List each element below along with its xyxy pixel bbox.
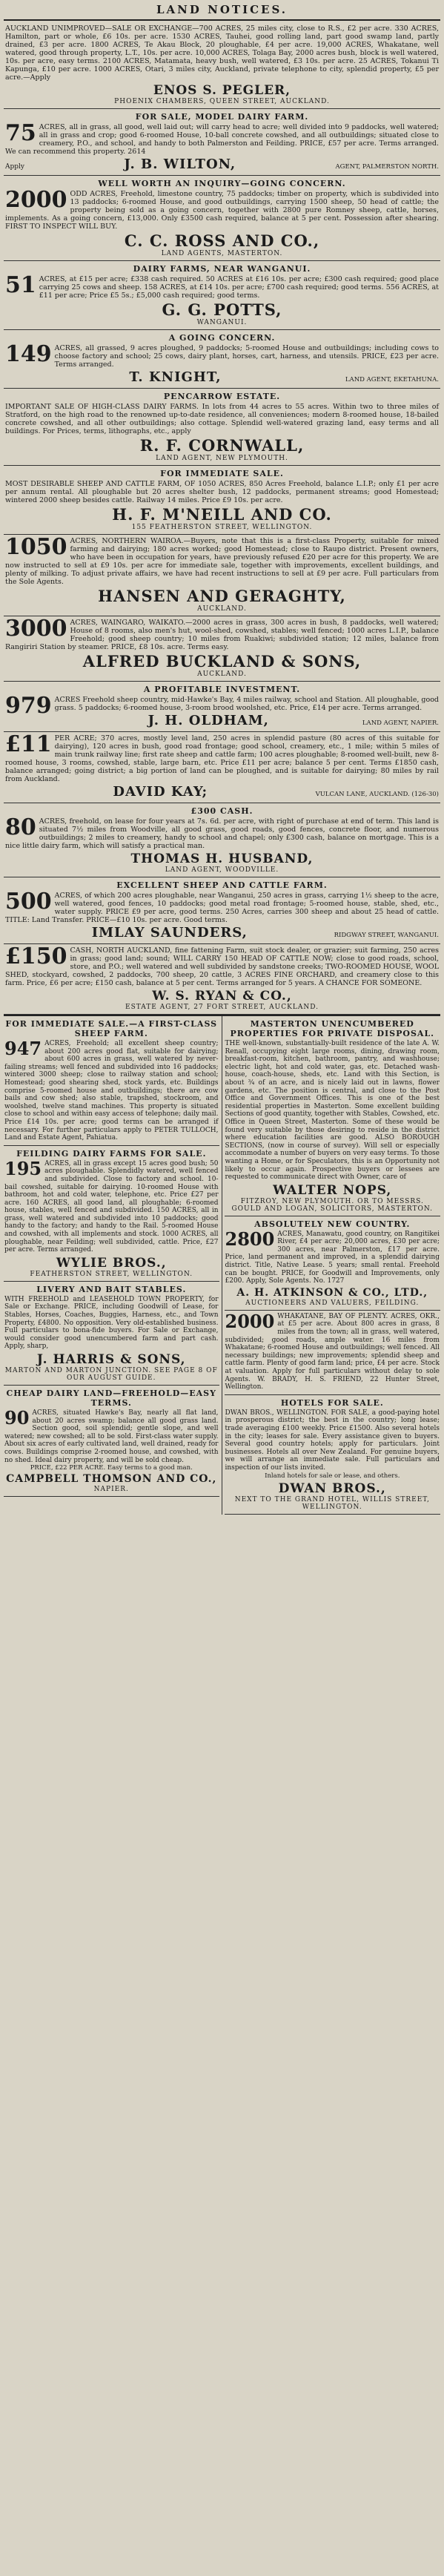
advert-body [4, 1296, 219, 1351]
advert-body [5, 946, 439, 987]
advert-text: ACRES, of which 200 acres ploughable, near Wanganui, 250 acres in grass, carrying 1½ sheep to the acre, well watered, good fences, 10 paddocks; good metal road frontage; 5-roomed house, stable, shed, etc., water supply. PRICE £9 per acre, good terms. 250 Acres, carries 300 sheep and about 25 head of cattle. TITLE: Land Transfer. PRICE—£10 10s. per acre. Good terms. [5, 892, 439, 924]
firm-name: J. HARRIS & SONS, [36, 1352, 186, 1367]
advert-text: ACRES, Freehold; all excellent sheep country; about 200 acres good flat, suitable for dairying; about 600 acres in grass, well watered by never-failing streams; well fenced and subdivided into 16 paddocks; wintered 3000 sheep; close to railway station and school; Homestead; good shearing shed, stock yards, etc. Buildings comprise 5-roomed house and outbuildings; there are cow bails and cow shed; also stable, trapshed, stockroom, and woolshed, twelve stand machines. This property is situated close to school and within easy access of telephone; daily mail. Price £14 10s. per acre; good terms can be arranged if necessary. For further particulars apply to PETER TULLOCH, Land and Estate Agent, Pahiatua. [4, 1040, 219, 1142]
firm-name: A. H. ATKINSON & CO., LTD., [236, 1286, 428, 1299]
firm-name: ALFRED BUCKLAND & SONS, [82, 652, 362, 671]
advert-text: ACRES, all in grass, all good, well laid out; will carry head to acre; well divided into 9 paddocks, well watered; all in grass and crop; good 6-roomed House, 10-ball concrete cowshed, and all outbuildings; situated close to creamery, P.O., and school, and handy to both Palmerston and Feilding. PRICE, £57 per acre. Terms arranged. We can recommend this property. 2614 [5, 123, 439, 156]
advert-body [5, 616, 439, 651]
agent-address: LAND AGENT, NAPIER. [362, 719, 439, 727]
lead-figure: 2000 [225, 1310, 275, 1332]
advert-text: PER ACRE; 370 acres, mostly level land, 250 acres in splendid pasture (80 acres of this suitable for dairying), 120 acres in bush, good road frontage; good school, creamery, etc., 1 mile; within 5 miles of main trunk railway line; first rate sheep and cattle farm; 100 acres ploughable; 8-roomed well-built, new 8-roomed house, 3 rooms, cowshed, stable, large barn, etc. Price £11 per acre; balance 5 per cent. Terms £1850 cash, balance arranged; going district; a big portion of land can be ploughed, and is suitable for dairying; 80 miles by rail from Auckland. [5, 734, 439, 783]
advert-heading: HOTELS FOR SALE. [280, 1397, 384, 1408]
advert-wylie [4, 1146, 219, 1282]
firm-address: FEATHERSTON STREET, WELLINGTON. [30, 1270, 193, 1278]
advert-mneill [4, 466, 440, 535]
advert-heading: DAIRY FARMS, NEAR WANGANUI. [133, 264, 311, 274]
agent-name: IMLAY SAUNDERS, [91, 925, 248, 941]
right-column [222, 1016, 441, 1515]
agent-row [5, 784, 439, 800]
left-column [4, 1016, 222, 1515]
firm-address: MARTON AND MARTON JUNCTION. SEE PAGE 8 OF OUR AUGUST GUIDE. [4, 1367, 218, 1382]
advert-heading: WELL WORTH AN INQUIRY—GOING CONCERN. [98, 179, 346, 188]
firm-name: W. S. RYAN & CO., [152, 989, 292, 1004]
advert-body [5, 693, 439, 719]
advert-text: WITH FREEHOLD and LEASEHOLD TOWN PROPERTY, for Sale or Exchange. PRICE, including Goodwill of Lease, for Stables, Horses, Coaches, Buggies, Harness, etc., and Town Property, £4800. No opposition. Very old-established business. Full particulars to bona-fide buyers. For Sale or Exchange, would consider good unencumbered farm and part cash. Apply, sharp, [4, 1295, 219, 1351]
advert-text: THE well-known, substantially-built residence of the late A. W. Renall, occupying eight large rooms, dining, drawing room, breakfast-room, kitchen, bathroom, pantry, and washhouse; electric light, hot and cold water, gas, etc. Detached wash-house, coach-house, sheds, etc. Land with this Section, is about ¾ of an acre, and is nicely laid out in lawns, flower gardens, etc. The position is central, and close to the Post Office and Government Offices. This is one of the best residential properties in Masterton. Some excellent building Sections of good quantity, together with Stables, Cowshed, etc. Office in Queen Street, Masterton. Some of these would be found very suitable by those desiring to reside in the district where education facilities are good. ALSO BOROUGH SECTIONS, (now in course of survey). Will sell or especially accommodate a number of buyers on very easy terms. To those wanting a Home, or for Speculators, this is an Opportunity not likely to occur again. Prospective buyers or lessees are requested to communicate direct with Owner, care of [225, 1040, 440, 1182]
firm-address: AUCKLAND. [197, 671, 247, 678]
advert-tullock [4, 1016, 219, 1146]
advert-potts [4, 261, 440, 330]
lead-figure: 149 [5, 341, 52, 367]
advert-body [4, 1409, 219, 1464]
lead-figure: 500 [5, 889, 52, 915]
advert-heading: FOR IMMEDIATE SALE. [160, 469, 284, 478]
advert-body [225, 1040, 440, 1182]
advert-body [5, 341, 439, 369]
lead-figure: 2800 [225, 1228, 275, 1250]
agent-address: LAND AGENT, EKETAHUNA. [345, 376, 439, 383]
firm-name: R. F. CORNWALL, [139, 436, 305, 455]
firm-name: G. G. POTTS, [162, 300, 282, 319]
firm-address: FITZROY, NEW PLYMOUTH. OR TO MESSRS. GOULD AND LOGAN, SOLICITORS, MASTERTON. [231, 1197, 434, 1213]
lead-figure: 51 [5, 272, 36, 298]
firm-name: WYLIE BROS., [56, 1255, 167, 1271]
advert-text: ACRES, NORTHERN WAIROA.—Buyers, note that this is a first-class Property, suitable for mixed farming and dairying; 180 acres worked; good Homestead; close to Raupo district. Present owners, who have been in occupation for years, have previously refused £20 per acre for this property. We are now instructed to sell at £9 10s. per acre for immediate sale, together with improvements, excellent buildings, and plenty of milking. To adjust private affairs, we have had recent instructions to sell at £9 per acre. Full particulars from the Sole Agents. [5, 537, 439, 586]
advert-kay [4, 732, 440, 803]
advert-ross [4, 176, 440, 261]
firm-name: C. C. ROSS AND CO., [124, 231, 320, 250]
advert-body [4, 1157, 219, 1254]
advert-body [225, 1409, 440, 1472]
advert-text: ACRES Freehold sheep country, mid-Hawke's Bay, 4 miles railway, school and Station. All ploughable, good grass. 5 paddocks; 6-roomed house, 3-room brood woolshed, etc. Price, £14 per acre. Terms arranged. [54, 696, 439, 712]
advert-knight [4, 330, 440, 389]
agent-address: VULCAN LANE, AUCKLAND. (126-30) [315, 791, 439, 798]
lead-figure: 80 [5, 814, 36, 840]
agent-row [5, 369, 439, 385]
advert-heading: PENCARROW ESTATE. [163, 392, 281, 401]
advert-heading: £300 CASH. [190, 806, 254, 816]
firm-name: CAMPBELL THOMSON AND CO., [6, 1473, 217, 1486]
advert-thomson [4, 1386, 219, 1497]
advert-text: ACRES, all grassed, 9 acres ploughed, 9 paddocks; 5-roomed House and outbuildings; including cows to choose factory and school; 25 cows, dairy plant, horses, cart, harness, and utensils. PRICE, £23 per acre. Terms arranged. [54, 344, 439, 369]
advert-text: ACRES, freehold, on lease for four years at 7s. 6d. per acre, with right of purchase at end of term. This land is situated 7½ miles from Woodville, all good grass, good roads, good fences, concrete floor, and numerous outbuildings; 2 miles to creamery, handy to school and chapel; only £300 cash, balance on mortgage. This is a nice little dairy farm, which will satisfy a practical man. [5, 817, 439, 850]
advert-heading: MASTERTON UNENCUMBERED PROPERTIES FOR PRIVATE DISPOSAL. [230, 1019, 435, 1038]
advert-text: ACRES, situated Hawke's Bay, nearly all flat land, about 20 acres swamp; balance all good grass land. Section good, soil splendid; gentle slope, and well watered; new cowshed; all to be sold. First-class water supply. About six acres of early cultivated land, well drained, ready for cows. Buildings comprise 2-roomed house, and cowshed, with no shed. Ideal dairy property, and will be sold cheap. [4, 1409, 219, 1464]
lead-figure: 1050 [5, 535, 67, 560]
firm-name: HANSEN AND GERAGHTY, [98, 587, 346, 605]
advert-hansen [4, 535, 440, 616]
firm-address: AUCTIONEERS AND VALUERS, FEILDING. [245, 1299, 420, 1307]
advert-body [5, 272, 439, 300]
advert-dwan [225, 1395, 441, 1515]
advert-heading: FOR SALE, MODEL DAIRY FARM. [135, 112, 309, 122]
lead-figure: 75 [5, 120, 36, 146]
advert-harris [4, 1282, 219, 1386]
agent-row [5, 157, 439, 172]
lead-figure: 90 [4, 1407, 30, 1429]
advert-heading: LIVERY AND BAIT STABLES. [36, 1284, 187, 1294]
lead-figure: £150 [5, 944, 67, 969]
advert-text: CASH, NORTH AUCKLAND, fine fattening Farm, suit stock dealer, or grazier; suit farming, 250 acres in grass; good land; sound; WILL CARRY 150 HEAD OF CATTLE NOW; close to good roads, school, store, and P.O.; well watered and well subdivided by sandstone creeks; TWO-ROOMED HOUSE, WOOL SHED, stockyard, cowshed, 2 paddocks, 700 sheep, 20 cattle, 3 ACRES FINE ORCHARD, and creamery close to this farm. Price, £6 per acre; £150 cash, balance at 5 per cent. Terms arranged for 5 years. A CHANCE FOR SOMEONE. [5, 946, 439, 987]
firm-address: PHOENIX CHAMBERS, QUEEN STREET, AUCKLAND. [114, 98, 330, 105]
firm-address: WANGANUI. [196, 319, 248, 326]
firm-name: THOMAS H. HUSBAND, [130, 851, 314, 866]
advert-body [5, 24, 439, 82]
firm-address: NEXT TO THE GRAND HOTEL, WILLIS STREET, WELLINGTON. [234, 1495, 430, 1511]
advert-body [5, 889, 439, 924]
advert-body [5, 814, 439, 850]
advert-body [5, 187, 439, 231]
firm-name: DWAN BROS., [278, 1480, 386, 1496]
advert-buckland [4, 616, 440, 682]
advert-heading: A PROFITABLE INVESTMENT. [143, 685, 301, 694]
advert-heading: A GOING CONCERN. [168, 333, 276, 343]
lead-figure: 195 [4, 1157, 42, 1179]
advert-body [5, 480, 439, 504]
lead-figure: 947 [4, 1038, 42, 1059]
firm-address: 155 FEATHERSTON STREET, WELLINGTON. [131, 524, 313, 531]
agent-row [5, 925, 439, 941]
advert-pegler [4, 22, 440, 109]
advert-text: ACRES, at £15 per acre; £338 cash required. 50 ACRES at £16 10s. per acre; £300 cash required; good place carrying 25 cows and sheep. 158 ACRES, at £14 10s. per acre; £700 cash required; good terms. 556 ACRES, at £11 per acre; Price £5 5s.; £5,000 cash required; good terms. [39, 275, 439, 300]
agent-row [55, 713, 439, 728]
agent-address: AGENT, PALMERSTON NORTH. [335, 163, 439, 171]
advert-heading: FEILDING DAIRY FARMS FOR SALE. [16, 1148, 207, 1159]
advert-body [5, 734, 439, 783]
advert-plenty [225, 1311, 441, 1395]
advert-text: DWAN BROS., WELLINGTON. FOR SALE, a good-paying hotel in prosperous district; the best in the country; long lease; trade averaging £100 weekly. Price £1500. Also several hotels in the city; leases for sale. Every assistance given to buyers. Several good country hotels; apply for particulars. Joint businesses. Hotels all over New Zealand. For genuine buyers, we will arrange an immediate sale. Full particulars and inspection of our lists invited. [225, 1409, 440, 1472]
agent-name: T. KNIGHT, [129, 369, 222, 385]
agent-address: RIDGWAY STREET, WANGANUI. [334, 932, 439, 939]
advert-terms: PRICE, £22 PER ACRE. Easy terms to a good man. [30, 1464, 193, 1472]
firm-name: H. F. M'NEILL AND CO. [112, 505, 332, 524]
advert-text: ODD ACRES, Freehold, limestone country, 75 paddocks; timber on property, which is subdivided into 13 paddocks; 6-roomed House, and good outbuildings, carrying 1500 sheep, 50 head of cattle; the property being sold as a going concern, together with 2800 pure Romney sheep, cattle, horses, implements. As a going concern, £13,000. Only £3500 cash required, balance at 5 per cent. Possession after shearing. FIRST TO INSPECT WILL BUY. [5, 190, 439, 231]
advert-husband [4, 803, 440, 877]
agent-name: J. H. OLDHAM, [148, 713, 269, 728]
firm-name: WALTER NOPS, [273, 1182, 392, 1198]
section-masthead: LAND NOTICES. [4, 1, 440, 21]
advert-text: ACRES, WAINGARO, WAIKATO.—2000 acres in grass, 300 acres in bush, 8 paddocks, well watered; House of 8 rooms, also men's hut, wool-shed, cowshed, stables; well fenced; 1000 acres L.I.P., balance Freehold; good sheep country; 10 miles from Ruakiwi; subdivided station; 12 miles, balance from Rangiriri Station by steamer. PRICE, £8 10s. acre. Terms easy. [5, 619, 439, 651]
lead-figure: 979 [5, 693, 52, 719]
advert-saunders [4, 877, 440, 944]
firm-name: ENOS S. PEGLER, [153, 83, 291, 98]
advert-heading: EXCELLENT SHEEP AND CATTLE FARM. [116, 880, 328, 890]
advert-text: WHAKATANE, BAY OF PLENTY. ACRES, OKR., at £5 per acre. About 800 acres in grass, 8 miles from the town; all in grass, well watered, subdivided; good roads, ample water. 16 miles from Whakatane; 6-roomed House and outbuildings; well fenced. All necessary buildings; new improvements; splendid sheep and cattle farm. Plenty of good farm land; price, £4 per acre. Stock at valuation. Apply for full particulars without delay to sole Agents. W. BRADY, H. S. FRIEND, 22 Hunter Street, Wellington. [225, 1312, 440, 1391]
advert-body [225, 1228, 440, 1285]
advert-body [4, 1040, 219, 1142]
advert-cornwall [4, 389, 440, 466]
advert-heading: ABSOLUTELY NEW COUNTRY. [254, 1219, 411, 1229]
lead-figure: £11 [5, 732, 52, 757]
agent-name: J. B. WILTON, [124, 157, 236, 172]
firm-address: NAPIER. [93, 1486, 129, 1494]
advert-heading: CHEAP DAIRY LAND—FREEHOLD—EASY TERMS. [6, 1389, 216, 1408]
advert-body [5, 120, 439, 156]
advert-nops [225, 1016, 441, 1216]
firm-address: LAND AGENT, WOODVILLE. [165, 866, 279, 874]
lower-columns [4, 1015, 440, 1515]
agent-name: DAVID KAY; [113, 784, 208, 800]
firm-address: AUCKLAND. [197, 605, 247, 613]
advert-text: AUCKLAND UNIMPROVED—SALE OR EXCHANGE—700 ACRES, 25 miles city, close to R.S., £2 per acre. 330 ACRES, Hamilton, part or whole, £6 10s. per acre. 1530 ACRES, Tauhei, good rolling land, part good swamp land, partly drained, £3 per acre. 1800 ACRES, Te Akau Block, 20 ploughable, £4 per acre. 19,000 ACRES, Whakatane, well watered, good through property, L.T., 10s. per acre. 10,000 ACRES, Tolaga Bay, 2000 acres bush, block is well watered, 10s. per acre, easy terms. 2100 ACRES, Matamata, heavy bush, well watered, £3 10s. per acre. 25 ACRES, Tokanui Ti Kapunga, £10 per acre. 1000 ACRES, Otari, 3 miles city, Auckland, private telephone to city, splendid property, £5 per acre.—Apply [5, 24, 439, 82]
lead-figure: 3000 [5, 616, 67, 642]
agent-apply: Apply [5, 163, 24, 171]
advert-body [225, 1310, 440, 1391]
advert-body [5, 403, 439, 435]
advert-body [5, 537, 439, 586]
advert-ryan [4, 944, 440, 1015]
firm-address: LAND AGENTS, MASTERTON. [161, 250, 283, 257]
firm-address: LAND AGENT, NEW PLYMOUTH. [156, 455, 288, 462]
advert-heading: FOR IMMEDIATE SALE.—A FIRST-CLASS SHEEP FARM. [5, 1019, 218, 1038]
advert-atkinson [225, 1216, 441, 1311]
advert-text: IMPORTANT SALE OF HIGH-CLASS DAIRY FARMS. In lots from 44 acres to 55 acres. Within two to three miles of Stratford, on the high road to the renowned up-to-date residence, all conveniences; modern 8-roomed house, 18-bailed concrete cowshed, and all other outbuildings; also cottage. Splendid well-watered grazing land, easy terms and all buildings. For Prices, terms, lithographs, etc., apply [5, 403, 439, 435]
advert-text: ACRES, Manawatu, good country, on Rangitikei River, £4 per acre; 20,000 acres, £30 per acre; 300 acres, near Palmerston, £17 per acre. Price, land permanent and improved, in a splendid dairying district. Title, Native Lease. 5 years; small rental. Freehold can be bought. PRICE, for Goodwill and Improvements, only £200. Apply, Sole Agents. No. 1727 [225, 1230, 440, 1285]
advert-oldham [4, 682, 440, 732]
lead-figure: 2000 [5, 187, 67, 213]
advert-terms: Inland hotels for sale or lease, and others. [265, 1472, 400, 1480]
upper-column [4, 22, 440, 1015]
advert-wilton [4, 109, 440, 176]
advert-text: MOST DESIRABLE SHEEP AND CATTLE FARM, OF 1050 ACRES, 850 Acres Freehold, balance L.I.P.; only £1 per acre per annum rental. All ploughable but 20 acres shelter bush, 12 paddocks, permanent streams; good Homestead; wintered 2000 sheep besides cattle. Railway 14 miles. Price £9 10s. per acre. [5, 480, 439, 504]
firm-address: ESTATE AGENT, 27 FORT STREET, AUCKLAND. [125, 1004, 319, 1011]
advert-text: ACRES, all in grass except 15 acres good bush; 50 acres ploughable. Splendidly watered, well fenced and subdivided. Close to factory and school. 10-bail cowshed, suitable for dairying. 10-roomed House with bathroom, hot and cold water, telephone, etc. Price £27 per acre. 160 ACRES, all good land, all ploughable; 6-roomed house, stables, well fenced and subdivided. 150 ACRES, all in grass, well watered and subdivided into 10 paddocks; good handy to the factory; and handy to the Rail. 5-roomed House and cowshed, with all implements and stock. 1000 ACRES, all ploughable, near Feilding; well subdivided, cattle. Price, £27 per acre. Terms arranged. [4, 1159, 219, 1254]
